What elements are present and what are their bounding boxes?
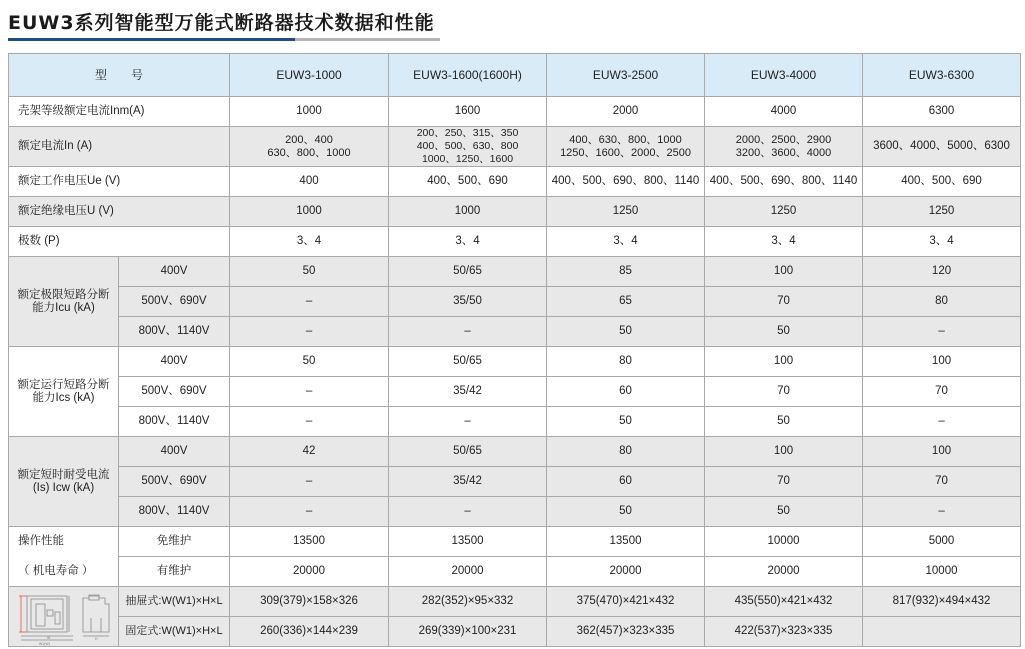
cell-value: – — [230, 317, 389, 347]
row-label: 额定电流In (A) — [9, 127, 230, 167]
row-insulation-voltage — [9, 197, 1021, 227]
label-line: (Is) Icw (kA) — [32, 481, 95, 494]
value-line: 3600、4000、5000、6300 — [873, 140, 1010, 152]
cell-value: 100 — [705, 347, 863, 377]
value-line: 3200、3600、4000 — [735, 146, 832, 159]
cell-value: 269(339)×100×231 — [389, 617, 547, 647]
svg-text:W: W — [47, 635, 51, 640]
svg-text:W1(W): W1(W) — [39, 641, 50, 646]
label-line: 能力Ics (kA) — [32, 391, 95, 404]
row-icu-500v — [9, 287, 1021, 317]
group-label-ics — [9, 347, 119, 437]
cell-value: – — [863, 317, 1021, 347]
operation-type: 免维护 — [119, 527, 230, 557]
cell-value: 100 — [863, 437, 1021, 467]
value-line: 630、800、1000 — [267, 146, 351, 159]
cell-value: 100 — [863, 347, 1021, 377]
cell-value: 50 — [705, 407, 863, 437]
spec-table — [8, 53, 1021, 647]
cell-value: 20000 — [230, 557, 389, 587]
cell-value: 35/50 — [389, 287, 547, 317]
cell-value — [389, 127, 547, 167]
install-type: 抽屉式:W(W1)×H×L — [119, 587, 230, 617]
row-label: 极数 (P) — [9, 227, 230, 257]
title-block — [8, 10, 440, 42]
cell-value: 435(550)×421×432 — [705, 587, 863, 617]
cell-value: 80 — [863, 287, 1021, 317]
cell-value: 50 — [230, 257, 389, 287]
cell-value: 400、500、690、800、1140 — [705, 167, 863, 197]
cell-value: 1000 — [230, 97, 389, 127]
cell-value: 260(336)×144×239 — [230, 617, 389, 647]
cell-value: 13500 — [389, 527, 547, 557]
cell-value: 3、4 — [389, 227, 547, 257]
value-line: 400、630、800、1000 — [569, 133, 682, 146]
title-underline-accent — [8, 38, 295, 41]
cell-value: 362(457)×323×335 — [547, 617, 705, 647]
cell-value: 80 — [547, 437, 705, 467]
value-line: 1250、1600、2000、2500 — [560, 146, 691, 159]
voltage-label: 800V、1140V — [119, 317, 230, 347]
cell-value: 70 — [705, 377, 863, 407]
row-rated-voltage — [9, 167, 1021, 197]
cell-value: 20000 — [547, 557, 705, 587]
voltage-label: 800V、1140V — [119, 407, 230, 437]
cell-value: 50 — [705, 497, 863, 527]
breaker-outline-diagram-icon — [9, 588, 117, 646]
cell-value: 35/42 — [389, 377, 547, 407]
cell-value: 70 — [705, 467, 863, 497]
cell-value: – — [389, 497, 547, 527]
voltage-label: 500V、690V — [119, 287, 230, 317]
cell-value: 3、4 — [230, 227, 389, 257]
cell-value: 50 — [705, 317, 863, 347]
label-line: 额定极限短路分断 — [17, 288, 110, 301]
voltage-label: 400V — [119, 437, 230, 467]
cell-value: 400、500、690 — [863, 167, 1021, 197]
voltage-label: 500V、690V — [119, 467, 230, 497]
cell-value: 422(537)×323×335 — [705, 617, 863, 647]
row-operation-maintenance-free — [9, 527, 1021, 557]
cell-value: – — [230, 287, 389, 317]
row-poles — [9, 227, 1021, 257]
cell-value: – — [230, 377, 389, 407]
cell-value: 60 — [547, 377, 705, 407]
cell-value: 400 — [230, 167, 389, 197]
cell-value: 50 — [547, 407, 705, 437]
dimension-diagram-cell — [9, 587, 119, 647]
header-model: EUW3-4000 — [705, 54, 863, 97]
voltage-label: 400V — [119, 347, 230, 377]
cell-value: 70 — [705, 287, 863, 317]
cell-value: 85 — [547, 257, 705, 287]
cell-value: 2000 — [547, 97, 705, 127]
row-icu-400v — [9, 257, 1021, 287]
value-line: 200、400 — [285, 133, 333, 146]
cell-value: 70 — [863, 467, 1021, 497]
cell-value: 1000 — [230, 197, 389, 227]
row-icw-400v — [9, 437, 1021, 467]
row-ics-800v — [9, 407, 1021, 437]
cell-value: 6300 — [863, 97, 1021, 127]
row-label: 额定工作电压Ue (V) — [9, 167, 230, 197]
cell-value: 10000 — [705, 527, 863, 557]
row-ics-400v — [9, 347, 1021, 377]
cell-value: 375(470)×421×432 — [547, 587, 705, 617]
group-label-operation-line2: （ 机电寿命 ） — [9, 557, 119, 587]
cell-value: 817(932)×494×432 — [863, 587, 1021, 617]
row-dimensions-drawout — [9, 587, 1021, 617]
cell-value: 50/65 — [389, 347, 547, 377]
title-underline — [8, 38, 440, 41]
cell-value: – — [389, 407, 547, 437]
cell-value: 5000 — [863, 527, 1021, 557]
header-type-label: 型 号 — [9, 54, 230, 97]
cell-value: 10000 — [863, 557, 1021, 587]
cell-value: 13500 — [230, 527, 389, 557]
cell-value: 1250 — [863, 197, 1021, 227]
operation-type: 有维护 — [119, 557, 230, 587]
cell-value: 13500 — [547, 527, 705, 557]
voltage-label: 400V — [119, 257, 230, 287]
cell-value: 400、500、690 — [389, 167, 547, 197]
header-row — [9, 54, 1021, 97]
cell-value: 3、4 — [705, 227, 863, 257]
cell-value: 80 — [547, 347, 705, 377]
row-label: 壳架等级额定电流Inm(A) — [9, 97, 230, 127]
cell-value: 50/65 — [389, 437, 547, 467]
cell-value: 50 — [547, 497, 705, 527]
cell-value: 65 — [547, 287, 705, 317]
cell-value — [863, 617, 1021, 647]
row-frame-current — [9, 97, 1021, 127]
cell-value: 20000 — [705, 557, 863, 587]
row-dimensions-fixed — [9, 617, 1021, 647]
cell-value: – — [230, 497, 389, 527]
header-model: EUW3-2500 — [547, 54, 705, 97]
cell-value: 50/65 — [389, 257, 547, 287]
header-model: EUW3-6300 — [863, 54, 1021, 97]
group-label-operation-line1: 操作性能 — [9, 527, 119, 557]
label-line: 能力Icu (kA) — [32, 301, 95, 314]
cell-value: 4000 — [705, 97, 863, 127]
cell-value: 1600 — [389, 97, 547, 127]
group-label-icu — [9, 257, 119, 347]
cell-value: 35/42 — [389, 467, 547, 497]
install-type: 固定式:W(W1)×H×L — [119, 617, 230, 647]
cell-value: 50 — [547, 317, 705, 347]
cell-value: 3、4 — [863, 227, 1021, 257]
label-line: 额定运行短路分断 — [17, 378, 110, 391]
cell-value: 50 — [230, 347, 389, 377]
cell-value — [863, 127, 1021, 167]
cell-value: – — [863, 497, 1021, 527]
cell-value: 70 — [863, 377, 1021, 407]
cell-value — [547, 127, 705, 167]
cell-value: – — [230, 407, 389, 437]
cell-value: 100 — [705, 257, 863, 287]
cell-value: – — [863, 407, 1021, 437]
row-operation-with-maintenance — [9, 557, 1021, 587]
value-line: 400、500、630、800 — [416, 140, 519, 152]
cell-value: 400、500、690、800、1140 — [547, 167, 705, 197]
value-line: 1000、1250、1600 — [421, 153, 514, 165]
header-model: EUW3-1000 — [230, 54, 389, 97]
row-label: 额定绝缘电压U (V) — [9, 197, 230, 227]
header-model: EUW3-1600(1600H) — [389, 54, 547, 97]
cell-value: 3、4 — [547, 227, 705, 257]
row-icw-800v — [9, 497, 1021, 527]
cell-value: 309(379)×158×326 — [230, 587, 389, 617]
cell-value — [230, 127, 389, 167]
group-label-icw — [9, 437, 119, 527]
cell-value: 282(352)×95×332 — [389, 587, 547, 617]
cell-value: – — [389, 317, 547, 347]
label-line: 额定短时耐受电流 — [17, 468, 110, 481]
cell-value: 20000 — [389, 557, 547, 587]
row-icw-500v — [9, 467, 1021, 497]
svg-text:H: H — [95, 636, 98, 641]
value-line: 2000、2500、2900 — [735, 133, 832, 146]
cell-value — [705, 127, 863, 167]
cell-value: 100 — [705, 437, 863, 467]
row-icu-800v — [9, 317, 1021, 347]
row-rated-current — [9, 127, 1021, 167]
cell-value: 60 — [547, 467, 705, 497]
voltage-label: 500V、690V — [119, 377, 230, 407]
cell-value: 1000 — [389, 197, 547, 227]
value-line: 200、250、315、350 — [416, 127, 519, 139]
voltage-label: 800V、1140V — [119, 497, 230, 527]
cell-value: 120 — [863, 257, 1021, 287]
cell-value: 1250 — [547, 197, 705, 227]
page-title: EUW3系列智能型万能式断路器技术数据和性能 — [8, 12, 435, 34]
cell-value: – — [230, 467, 389, 497]
cell-value: 42 — [230, 437, 389, 467]
cell-value: 1250 — [705, 197, 863, 227]
row-ics-500v — [9, 377, 1021, 407]
